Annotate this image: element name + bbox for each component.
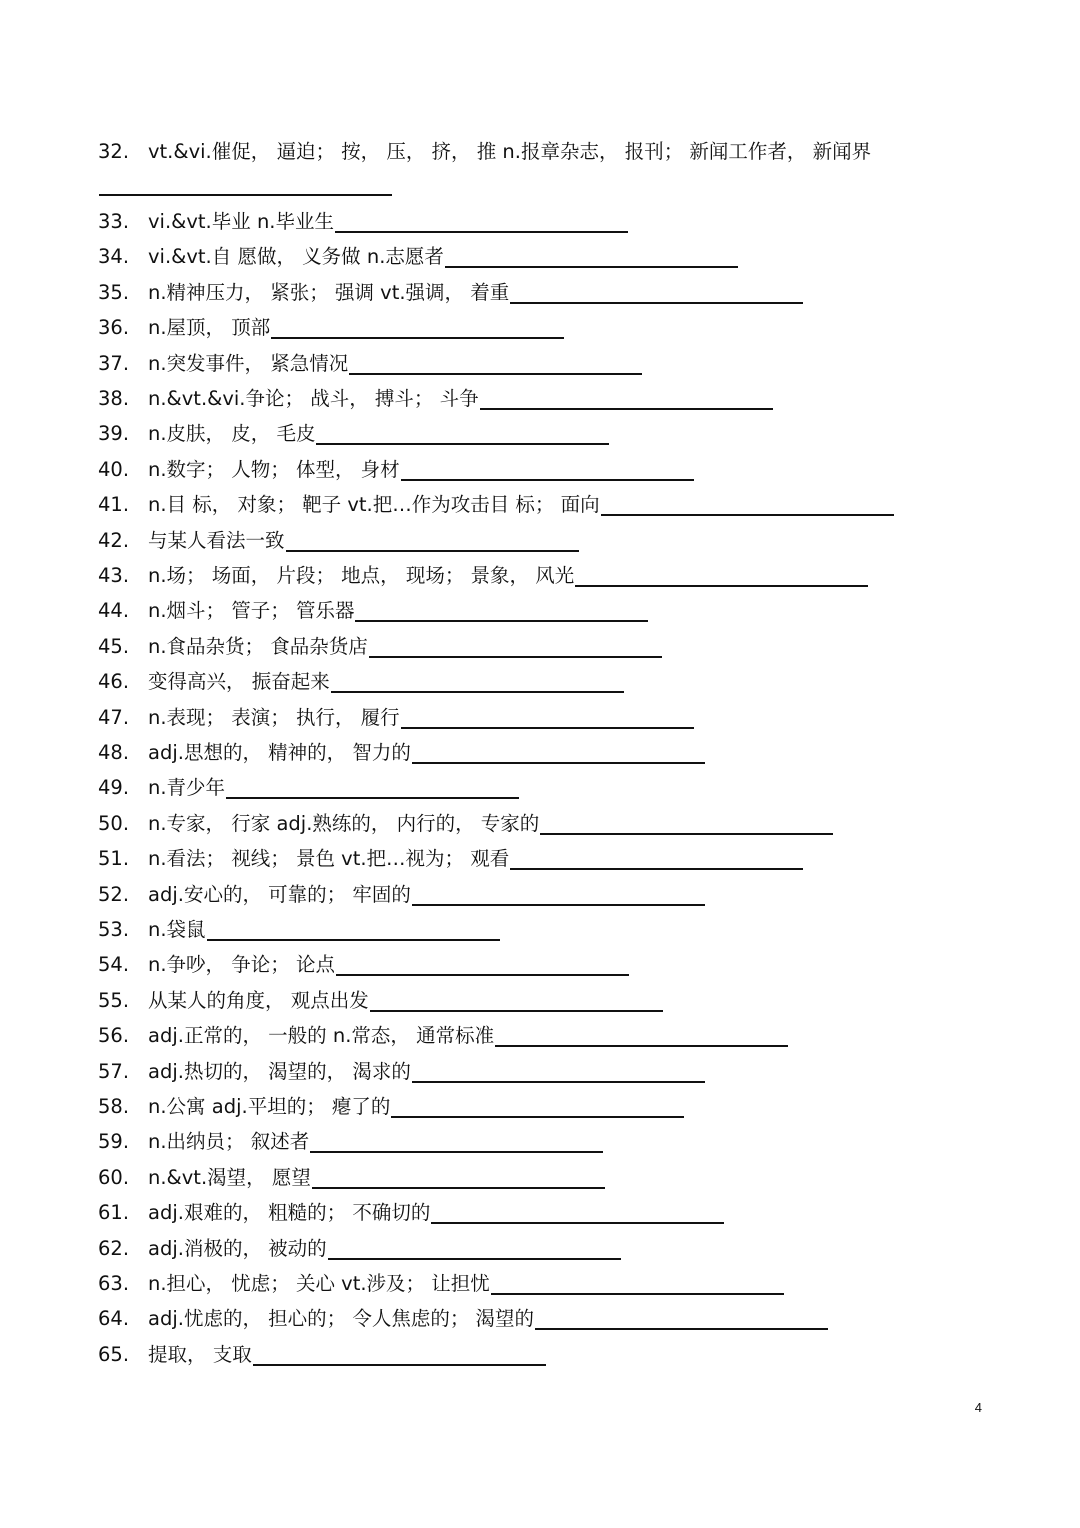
answer-blank[interactable]	[331, 691, 624, 693]
answer-blank[interactable]	[369, 656, 662, 658]
item-definition: n.数字； 人物； 体型， 身材	[148, 457, 400, 481]
answer-blank[interactable]	[316, 443, 609, 445]
item-number: 40.	[98, 457, 130, 481]
item-definition: n.突发事件， 紧急情况	[148, 351, 349, 375]
vocab-item	[98, 953, 629, 977]
vocab-item	[98, 847, 803, 871]
item-definition: adj.思想的， 精神的， 智力的	[148, 741, 411, 764]
vocab-item	[98, 635, 662, 659]
vocab-item	[98, 422, 609, 446]
answer-blank[interactable]	[401, 727, 694, 729]
vocab-item	[98, 741, 705, 765]
item-number: 49.	[98, 776, 130, 800]
item-definition: n.公寓 adj.平坦的； 瘪了的	[148, 1095, 391, 1118]
item-definition: adj.安心的， 可靠的； 牢固的	[148, 882, 411, 906]
item-number: 32.	[98, 140, 130, 163]
item-definition: n.青少年	[148, 776, 226, 800]
answer-blank[interactable]	[207, 939, 500, 941]
page-number: 4	[974, 1400, 982, 1415]
item-definition: adj.忧虑的， 担心的； 令人焦虑的； 渴望的	[148, 1307, 535, 1331]
item-number: 55.	[98, 988, 130, 1012]
item-number: 48.	[98, 741, 130, 764]
item-definition: 从某人的角度， 观点出发	[148, 988, 369, 1012]
item-number: 65.	[98, 1342, 130, 1366]
item-number: 43.	[98, 564, 130, 587]
answer-blank[interactable]	[412, 904, 705, 906]
vocab-item	[98, 1130, 603, 1154]
item-definition: n.屋顶， 顶部	[148, 316, 271, 340]
item-number: 60.	[98, 1165, 130, 1189]
item-number: 57.	[98, 1059, 130, 1083]
answer-blank[interactable]	[310, 1151, 603, 1153]
item-definition: n.担心， 忧虑； 关心 vt.涉及； 让担忧	[148, 1272, 490, 1295]
answer-blank[interactable]	[286, 550, 579, 552]
item-definition: n.食品杂货； 食品杂货店	[148, 634, 368, 658]
vocab-item	[98, 918, 500, 942]
answer-blank[interactable]	[431, 1222, 724, 1224]
item-number: 45.	[98, 634, 130, 658]
answer-blank[interactable]	[535, 1328, 828, 1330]
item-definition: adj.艰难的， 粗糙的； 不确切的	[148, 1201, 431, 1225]
vocab-item	[98, 458, 694, 482]
item-definition: n.场； 场面， 片段； 地点， 现场； 景象， 风光	[148, 564, 575, 587]
answer-blank[interactable]	[99, 194, 392, 196]
answer-blank[interactable]	[480, 408, 773, 410]
item-number: 56.	[98, 1024, 130, 1048]
answer-blank[interactable]	[412, 762, 705, 764]
item-definition: n.烟斗； 管子； 管乐器	[148, 599, 355, 623]
vocab-item	[98, 670, 624, 694]
item-definition: 与某人看法一致	[148, 528, 285, 552]
item-definition: n.袋鼠	[148, 918, 206, 941]
vocab-item	[98, 387, 773, 411]
answer-blank[interactable]	[412, 1081, 705, 1083]
answer-blank[interactable]	[540, 833, 833, 835]
item-number: 38.	[98, 387, 130, 410]
vocab-item	[98, 1060, 705, 1084]
item-definition: n.精神压力， 紧张； 强调 vt.强调， 着重	[148, 280, 510, 304]
item-number: 64.	[98, 1307, 130, 1331]
answer-blank[interactable]	[336, 974, 629, 976]
vocab-item	[98, 776, 519, 800]
item-number: 53.	[98, 918, 130, 941]
item-definition: n.&vt.&vi.争论； 战斗， 搏斗； 斗争	[148, 387, 479, 410]
item-definition: n.&vt.渴望， 愿望	[148, 1165, 311, 1189]
vocab-item	[98, 281, 803, 305]
item-definition: vi.&vt.毕业 n.毕业生	[148, 210, 335, 233]
vocab-item	[98, 883, 705, 907]
vocab-item	[98, 599, 648, 623]
item-number: 41.	[98, 493, 130, 517]
answer-blank[interactable]	[271, 337, 564, 339]
vocab-item	[98, 1166, 605, 1190]
item-number: 52.	[98, 882, 130, 906]
vocab-item	[98, 706, 694, 730]
item-number: 62.	[98, 1236, 130, 1260]
item-definition: adj.正常的， 一般的 n.常态， 通常标准	[148, 1024, 495, 1048]
item-definition: 提取， 支取	[148, 1342, 252, 1366]
item-definition: n.出纳员； 叙述者	[148, 1130, 310, 1154]
vocab-item	[98, 1272, 784, 1296]
item-number: 47.	[98, 705, 130, 729]
item-number: 34.	[98, 245, 130, 269]
answer-blank[interactable]	[495, 1045, 788, 1047]
item-number: 35.	[98, 280, 130, 304]
item-definition: vi.&vt.自 愿做， 义务做 n.志愿者	[148, 245, 444, 269]
answer-blank[interactable]	[391, 1116, 684, 1118]
answer-blank[interactable]	[491, 1293, 784, 1295]
item-definition: n.目 标， 对象； 靶子 vt.把…作为攻击目 标； 面向	[148, 493, 600, 517]
vocab-item	[98, 245, 738, 269]
item-definition: adj.热切的， 渴望的， 渴求的	[148, 1059, 411, 1083]
item-number: 44.	[98, 599, 130, 623]
item-definition: adj.消极的， 被动的	[148, 1236, 327, 1260]
vocab-item	[98, 140, 871, 164]
answer-blank[interactable]	[355, 620, 648, 622]
item-number: 51.	[98, 847, 130, 871]
vocab-item	[98, 1307, 828, 1331]
vocab-item	[98, 352, 642, 376]
item-number: 33.	[98, 210, 130, 233]
item-number: 59.	[98, 1130, 130, 1154]
item-number: 61.	[98, 1201, 130, 1225]
item-number: 39.	[98, 422, 130, 446]
answer-blank[interactable]	[510, 868, 803, 870]
vocab-item	[98, 1343, 546, 1367]
item-definition: n.看法； 视线； 景色 vt.把…视为； 观看	[148, 847, 510, 871]
answer-blank[interactable]	[401, 479, 694, 481]
item-definition: n.争吵， 争论； 论点	[148, 953, 335, 977]
item-definition: n.专家， 行家 adj.熟练的， 内行的， 专家的	[148, 811, 540, 835]
vocab-item	[98, 564, 868, 588]
item-number: 36.	[98, 316, 130, 340]
answer-blank[interactable]	[575, 585, 868, 587]
vocab-item	[98, 1095, 684, 1119]
answer-blank[interactable]	[312, 1187, 605, 1189]
vocab-item	[98, 812, 833, 836]
answer-blank[interactable]	[601, 514, 894, 516]
vocab-item	[98, 1024, 788, 1048]
vocab-item	[98, 989, 663, 1013]
answer-blank[interactable]	[328, 1258, 621, 1260]
answer-blank[interactable]	[253, 1364, 546, 1366]
item-number: 58.	[98, 1095, 130, 1118]
item-number: 37.	[98, 351, 130, 375]
item-definition: n.表现； 表演； 执行， 履行	[148, 705, 400, 729]
answer-blank[interactable]	[510, 302, 803, 304]
vocab-item	[98, 529, 579, 553]
vocab-item	[98, 1237, 621, 1261]
item-definition: n.皮肤， 皮， 毛皮	[148, 422, 316, 446]
item-number: 46.	[98, 670, 130, 694]
answer-blank[interactable]	[370, 1010, 663, 1012]
answer-blank[interactable]	[445, 266, 738, 268]
answer-blank[interactable]	[349, 373, 642, 375]
vocab-item	[98, 493, 894, 517]
item-definition: 变得高兴， 振奋起来	[148, 670, 330, 694]
item-number: 54.	[98, 953, 130, 977]
vocab-item	[98, 1201, 724, 1225]
vocab-item	[98, 316, 564, 340]
item-definition: vt.&vi.催促， 逼迫； 按， 压， 挤， 推 n.报章杂志， 报刊； 新闻工作者， 新闻界	[148, 140, 872, 163]
item-number: 50.	[98, 811, 130, 835]
vocab-item	[98, 210, 628, 234]
item-number: 42.	[98, 528, 130, 552]
answer-blank[interactable]	[335, 231, 628, 233]
answer-blank[interactable]	[226, 797, 519, 799]
item-number: 63.	[98, 1272, 130, 1295]
